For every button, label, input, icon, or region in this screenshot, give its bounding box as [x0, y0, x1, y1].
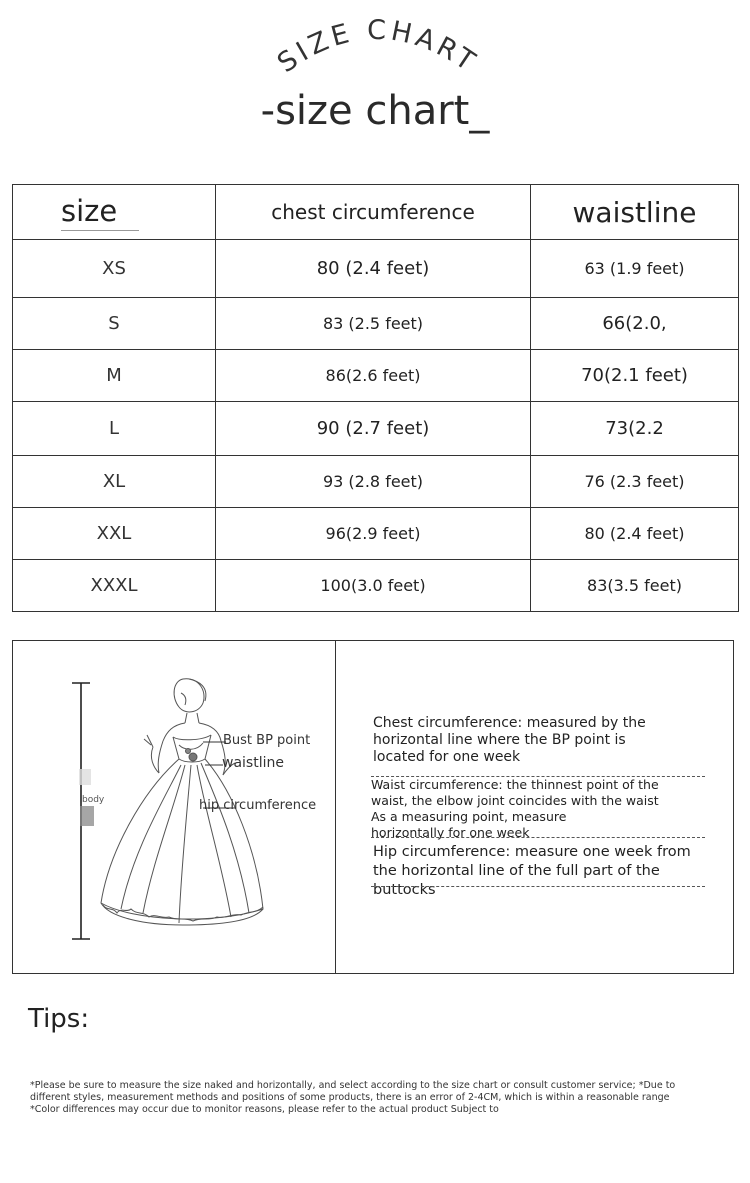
hip-label: hip circumference [199, 798, 317, 813]
chest-cell: 93 (2.8 feet) [216, 456, 531, 508]
bust-label: Bust BP point [223, 733, 311, 748]
waist-cell: 66(2.0, [531, 298, 739, 350]
waist-cell: 76 (2.3 feet) [531, 456, 739, 508]
chest-cell: 100(3.0 feet) [216, 560, 531, 612]
waist-cell: 80 (2.4 feet) [531, 508, 739, 560]
size-cell: XXXL [13, 560, 216, 612]
waist-description: Waist circumference: the thinnest point of the waist, the elbow joint coincides with the waist As a measuring point, measure horizontally for one week [371, 777, 659, 840]
size-cell: XL [13, 456, 216, 508]
header-size: size [13, 185, 216, 240]
dashed-separator [371, 886, 705, 887]
body-label: body [82, 795, 105, 805]
page-title: -size chart_ [260, 88, 490, 134]
arc-title-text: SIZE CHART [272, 14, 484, 80]
table-row [13, 508, 739, 560]
chest-cell: 96(2.9 feet) [216, 508, 531, 560]
size-cell: XS [13, 240, 216, 298]
table-row [13, 560, 739, 612]
chest-cell: 86(2.6 feet) [216, 350, 531, 402]
waist-cell: 73(2.2 [531, 402, 739, 456]
dashed-separator [371, 837, 705, 838]
waist-cell: 70(2.1 feet) [531, 350, 739, 402]
table-row [13, 240, 739, 298]
waist-cell: 83(3.5 feet) [531, 560, 739, 612]
header-chest: chest circumference [216, 185, 531, 240]
size-table [12, 184, 739, 612]
size-cell: S [13, 298, 216, 350]
chest-description: Chest circumference: measured by the horizontal line where the BP point is located for one week [373, 715, 646, 765]
chest-cell: 80 (2.4 feet) [216, 240, 531, 298]
size-cell: XXL [13, 508, 216, 560]
waistline-label: waistline [222, 755, 284, 771]
table-row [13, 298, 739, 350]
header-waist: waistline [531, 185, 739, 240]
table-row [13, 456, 739, 508]
size-cell: L [13, 402, 216, 456]
hip-description: Hip circumference: measure one week from the horizontal line of the full part of the buttocks [373, 844, 691, 898]
chest-cell: 83 (2.5 feet) [216, 298, 531, 350]
chest-cell: 90 (2.7 feet) [216, 402, 531, 456]
waist-cell: 63 (1.9 feet) [531, 240, 739, 298]
table-row [13, 350, 739, 402]
size-cell: M [13, 350, 216, 402]
tips-text: *Please be sure to measure the size naked and horizontally, and select according to the size chart or consult customer service; *Due to different styles, measurement methods and positions of some products, there is an error of 2-4CM, which is within a reasonable range *Color differences may occur due to monitor reasons, please refer to the actual product Subject to [30, 1080, 676, 1115]
tips-title: Tips: [28, 1004, 90, 1034]
arc-title [0, 0, 750, 90]
table-header-row [13, 185, 739, 240]
table-row [13, 402, 739, 456]
measurement-panel [12, 640, 734, 974]
panel-divider [335, 641, 336, 973]
